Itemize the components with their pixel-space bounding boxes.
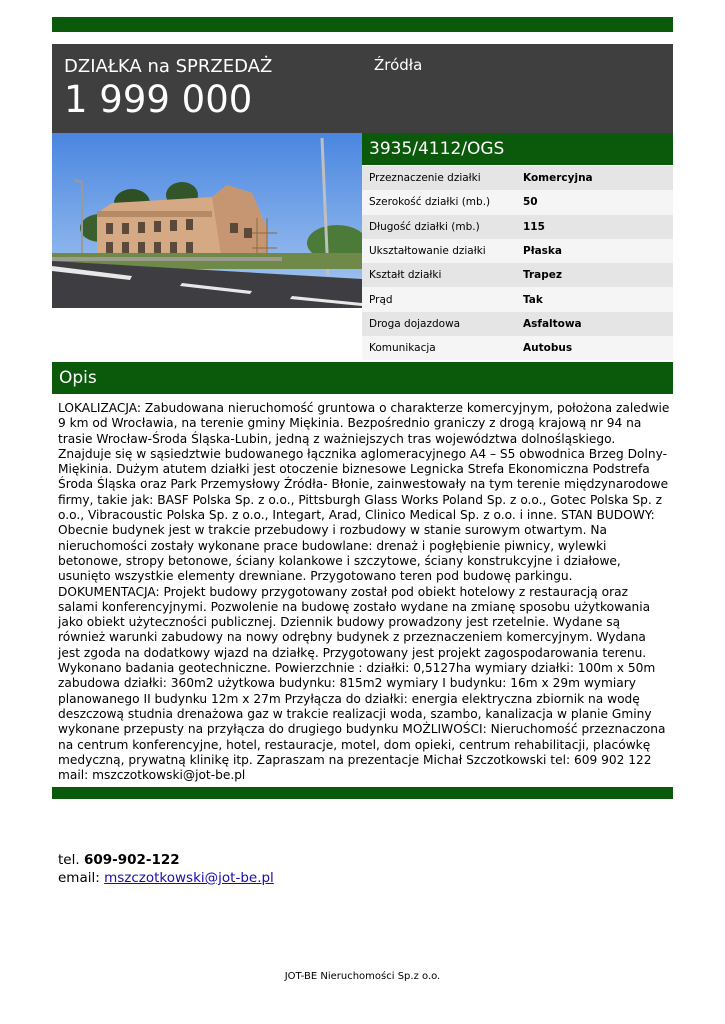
param-label: Kształt działki — [369, 269, 442, 282]
source-label: Źródła — [374, 56, 423, 74]
param-row — [362, 215, 673, 239]
param-value: 115 — [523, 220, 545, 233]
phone-label: tel. — [58, 852, 80, 868]
param-label: Ukształtowanie działki — [369, 245, 486, 258]
param-row — [362, 190, 673, 214]
listing-header — [52, 44, 673, 133]
param-value: Płaska — [523, 245, 562, 258]
reference-number: 3935/4112/OGS — [362, 133, 673, 165]
param-row — [362, 287, 673, 311]
parameters-table — [362, 166, 673, 360]
param-label: Szerokość działki (mb.) — [369, 196, 491, 209]
description-text: LOKALIZACJA: Zabudowana nieruchomość gruntowa o charakterze komercyjnym, położona zaledwie 9 km od Wrocławia, na terenie gminy Miękinia. Bezpośrednio graniczy z drogą krajową nr 94 na trasie Wrocław-Środa Śląska-Lubin, jedną z ważniejszych tras województwa dolnośląskiego. Znajduje się w sąsiedztwie budowanego łącznika aglomeracyjnego A4 – S5 obwodnica Brzeg Dolny-Miękinia. Dużym atutem działki jest otoczenie biznesowe Legnicka Strefa Ekonomiczna Podstrefa Środa Śląska oraz Park Przemysłowy Źródła- Błonie, zainwestowały na tym terenie międzynarodowe firmy, takie jak: BASF Polska Sp. z o.o., Pittsburgh Glass Works Poland Sp. z o.o., Gotec Polska Sp. z o.o., Vibracoustic Polska Sp. z o.o., Integart, Arad, Clinico Medical Sp. z o.o. i inne. STAN BUDOWY: Obecnie budynek jest w trakcie przebudowy i rozbudowy w stanie surowym otwartym. Na nieruchomości zostały wykonane prace budowlane: drenaż i pogłębienie piwnicy, wylewki betonowe, stropy betonowe, ściany kolankowe i szczytowe, ściany konstrukcyjne i działowe, usunięto wszystkie elementy drewniane. Przygotowano teren pod budowę parkingu. DOKUMENTACJA: Projekt budowy przygotowany został pod obiekt hotelowy z restauracją oraz salami konferencyjnymi. Pozwolenie na budowę zostało wydane na zmianę sposobu użytkowania jako obiekt użyteczności publicznej. Dziennik budowy prowadzony jest rzetelnie. Wydane są również warunki zabudowy na nowy odrębny budynek z przeznaczeniem komercyjnym. Wydana jest zgoda na dodatkowy wjazd na działkę. Przygotowany jest projekt zagospodarowania terenu. Wykonano badania geotechniczne. Powierzchnie : działki: 0,5127ha wymiary działki: 100m x 50m zabudowa działki: 360m2 użytkowa budynku: 815m2 wymiary I budynku: 16m x 29m wymiary planowanego II budynku 12m x 27m Przyłącza do działki: energia elektryczna zbiornik na wodę deszczową studnia drenażowa gaz w trakcie realizacji woda, szambo, kanalizacja w planie Gminy wykonane przepusty na przyłącza do drugiego budynku MOŻLIWOŚCI: Nieruchomość przeznaczona na centrum konferencyjne, hotel, restauracje, motel, dom opieki, centrum rehabilitacji, placówkę medyczną, prywatną klinikę itp. Zapraszam na prezentacje Michał Szczotkowski tel: 609 902 122 mail: mszczotkowski@jot-be.pl — [58, 401, 670, 783]
param-value: Tak — [523, 293, 543, 306]
param-label: Prąd — [369, 293, 393, 306]
param-row — [362, 312, 673, 336]
param-label: Droga dojazdowa — [369, 317, 461, 330]
param-value: Komercyjna — [523, 172, 593, 185]
email-label: email: — [58, 870, 100, 886]
param-value: Autobus — [523, 342, 573, 355]
property-photo — [52, 133, 362, 308]
param-value: Asfaltowa — [523, 317, 582, 330]
param-value: 50 — [523, 196, 538, 209]
offer-type: DZIAŁKA na SPRZEDAŻ — [64, 56, 273, 77]
param-value: Trapez — [523, 269, 563, 282]
top-accent-bar — [52, 17, 673, 32]
param-row — [362, 263, 673, 287]
param-label: Długość działki (mb.) — [369, 220, 480, 233]
email-link[interactable]: mszczotkowski@jot-be.pl — [104, 870, 274, 886]
description-title: Opis — [52, 362, 673, 394]
email-line — [58, 869, 274, 887]
param-label: Komunikacja — [369, 342, 436, 355]
phone-line — [58, 851, 274, 869]
param-label: Przeznaczenie działki — [369, 172, 481, 185]
param-row — [362, 336, 673, 360]
param-row — [362, 239, 673, 263]
param-row — [362, 166, 673, 190]
contact-block — [58, 851, 274, 887]
phone-number: 609-902-122 — [83, 852, 180, 868]
footer-company: JOT-BE Nieruchomości Sp.z o.o. — [284, 971, 441, 982]
bottom-accent-bar — [52, 787, 673, 799]
price: 1 999 000 — [64, 78, 253, 121]
